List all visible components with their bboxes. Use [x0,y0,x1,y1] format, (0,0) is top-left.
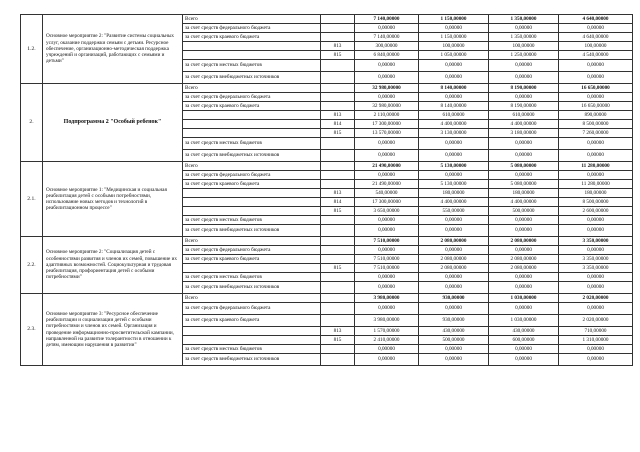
amount-cell: 0,00000 [489,24,559,33]
amount-cell: 1 310,00000 [559,336,633,345]
budget-code [321,225,355,237]
budget-document [20,14,632,366]
funding-source: за счет средств краевого бюджета [183,180,321,189]
amount-cell: 0,00000 [559,24,633,33]
table-row [21,15,633,24]
funding-source: за счет средств краевого бюджета [183,255,321,264]
amount-cell: 0,00000 [419,171,489,180]
funding-source: за счет средств краевого бюджета [183,102,321,111]
funding-source: за счет средств краевого бюджета [183,33,321,42]
budget-code [321,24,355,33]
funding-source: Всего [183,84,321,93]
amount-cell: 430,00000 [489,327,559,336]
amount-cell: 0,00000 [419,246,489,255]
amount-cell: 0,00000 [489,138,559,150]
amount-cell: 0,00000 [559,93,633,102]
amount-cell: 0,00000 [489,246,559,255]
amount-cell: 2 080,00000 [489,264,559,273]
amount-cell: 5 080,00000 [489,162,559,171]
amount-cell: 0,00000 [489,216,559,225]
amount-cell: 3 350,00000 [559,264,633,273]
budget-code [321,237,355,246]
budget-code [321,72,355,84]
amount-cell: 7 260,00000 [559,129,633,138]
funding-source: за счет средств местных бюджетов [183,216,321,225]
amount-cell: 8 190,00000 [489,102,559,111]
budget-code: 813 [321,42,355,51]
amount-cell: 4 400,00000 [489,120,559,129]
amount-cell: 4 640,00000 [559,33,633,42]
funding-source: за счет средств федерального бюджета [183,24,321,33]
amount-cell: 1 570,00000 [355,327,419,336]
amount-cell: 4 540,00000 [559,51,633,60]
amount-cell: 3 130,00000 [419,129,489,138]
amount-cell: 0,00000 [419,150,489,162]
budget-code [321,171,355,180]
amount-cell: 0,00000 [489,171,559,180]
amount-cell: 100,00000 [419,42,489,51]
budget-code: 815 [321,207,355,216]
budget-code [321,345,355,354]
funding-source [183,207,321,216]
amount-cell: 0,00000 [559,225,633,237]
section-title: Основное мероприятие 3: "Ресурсное обеспечение реабилитации и социализации детей с особыми потребностями и членов их семей. Организация и проведение информационно-просветительской кампании, направленной на развитие толерантности в отношении к детям, имеющим нарушения в развитии" [43,294,183,366]
amount-cell: 180,00000 [489,189,559,198]
amount-cell: 1 050,00000 [419,51,489,60]
amount-cell: 0,00000 [489,93,559,102]
budget-code [321,84,355,93]
amount-cell: 430,00000 [419,327,489,336]
budget-code [321,102,355,111]
amount-cell: 0,00000 [419,60,489,72]
amount-cell: 2 080,00000 [419,255,489,264]
amount-cell: 0,00000 [419,354,489,366]
amount-cell: 0,00000 [419,216,489,225]
section-title: Подпрограмма 2 "Особый ребенок" [43,84,183,162]
amount-cell: 32 980,00000 [355,102,419,111]
amount-cell: 0,00000 [355,138,419,150]
amount-cell: 3 350,00000 [559,255,633,264]
amount-cell: 3 980,00000 [355,294,419,303]
amount-cell: 4 640,00000 [559,15,633,24]
amount-cell: 2 080,00000 [419,237,489,246]
amount-cell: 8 500,00000 [559,198,633,207]
amount-cell: 2 600,00000 [559,207,633,216]
amount-cell: 17 300,00000 [355,120,419,129]
funding-source: Всего [183,237,321,246]
budget-code: 815 [321,264,355,273]
budget-code [321,180,355,189]
amount-cell: 0,00000 [489,303,559,315]
amount-cell: 5 130,00000 [419,180,489,189]
budget-code [321,162,355,171]
funding-source [183,51,321,60]
budget-code [321,15,355,24]
budget-code: 815 [321,336,355,345]
amount-cell: 0,00000 [559,246,633,255]
amount-cell: 3 650,00000 [355,207,419,216]
amount-cell: 0,00000 [489,72,559,84]
amount-cell: 930,00000 [419,294,489,303]
budget-code: 813 [321,327,355,336]
funding-source [183,189,321,198]
amount-cell: 16 650,00000 [559,102,633,111]
funding-source [183,327,321,336]
amount-cell: 3 350,00000 [559,237,633,246]
amount-cell: 1 030,00000 [489,315,559,327]
section-index: 1.2. [21,15,43,84]
amount-cell: 5 130,00000 [419,162,489,171]
amount-cell: 0,00000 [559,282,633,294]
amount-cell: 0,00000 [559,345,633,354]
amount-cell: 2 080,00000 [419,264,489,273]
amount-cell: 2 080,00000 [489,255,559,264]
budget-code [321,150,355,162]
amount-cell: 0,00000 [559,216,633,225]
amount-cell: 8 190,00000 [489,84,559,93]
budget-code [321,138,355,150]
amount-cell: 100,00000 [559,42,633,51]
funding-source [183,264,321,273]
funding-source: за счет средств внебюджетных источников [183,282,321,294]
funding-source: за счет средств местных бюджетов [183,138,321,150]
funding-source: за счет средств федерального бюджета [183,171,321,180]
amount-cell: 13 570,00000 [355,129,419,138]
funding-source: за счет средств федерального бюджета [183,93,321,102]
funding-source: за счет средств федерального бюджета [183,303,321,315]
funding-source: за счет средств местных бюджетов [183,345,321,354]
amount-cell: 2 020,00000 [559,315,633,327]
amount-cell: 0,00000 [489,273,559,282]
amount-cell: 1 150,00000 [419,15,489,24]
amount-cell: 610,00000 [489,111,559,120]
amount-cell: 7 510,00000 [355,255,419,264]
table-row [21,162,633,171]
amount-cell: 16 650,00000 [559,84,633,93]
budget-code [321,216,355,225]
funding-source: за счет средств местных бюджетов [183,60,321,72]
budget-code [321,273,355,282]
section-index: 2. [21,84,43,162]
amount-cell: 32 980,00000 [355,84,419,93]
amount-cell: 1 250,00000 [489,51,559,60]
amount-cell: 21 490,00000 [355,162,419,171]
amount-cell: 4 400,00000 [419,120,489,129]
table-row [21,237,633,246]
budget-code [321,315,355,327]
amount-cell: 0,00000 [489,345,559,354]
amount-cell: 0,00000 [355,354,419,366]
amount-cell: 0,00000 [355,282,419,294]
funding-source: за счет средств внебюджетных источников [183,150,321,162]
budget-code [321,282,355,294]
amount-cell: 11 280,00000 [559,162,633,171]
amount-cell: 0,00000 [489,60,559,72]
amount-cell: 100,00000 [489,42,559,51]
funding-source: за счет средств внебюджетных источников [183,225,321,237]
section-index: 2.1. [21,162,43,237]
amount-cell: 0,00000 [355,345,419,354]
amount-cell: 0,00000 [355,150,419,162]
section-title: Основное мероприятие 2: "Социализация детей с особенностями развития и членов их семей, повышение их адаптивных возможностей. Социокультурная и трудовая реабилитация, профориентация детей с особыми потребностями" [43,237,183,294]
amount-cell: 1 350,00000 [489,15,559,24]
amount-cell: 0,00000 [419,303,489,315]
funding-source [183,111,321,120]
amount-cell: 8 140,00000 [419,84,489,93]
funding-source [183,120,321,129]
amount-cell: 0,00000 [355,93,419,102]
amount-cell: 7 510,00000 [355,237,419,246]
funding-source: за счет средств федерального бюджета [183,246,321,255]
amount-cell: 0,00000 [489,282,559,294]
amount-cell: 8 500,00000 [559,120,633,129]
amount-cell: 550,00000 [419,207,489,216]
amount-cell: 21 490,00000 [355,180,419,189]
funding-source [183,198,321,207]
amount-cell: 3 980,00000 [355,315,419,327]
amount-cell: 0,00000 [419,273,489,282]
funding-source [183,336,321,345]
amount-cell: 0,00000 [355,72,419,84]
amount-cell: 180,00000 [419,189,489,198]
section-title: Основное мероприятие 1: "Медицинская и социальная реабилитация детей с особыми потребностями, использование новых методов и технологий в реабилитационном процессе" [43,162,183,237]
amount-cell: 7 140,00000 [355,33,419,42]
amount-cell: 300,00000 [355,42,419,51]
amount-cell: 0,00000 [489,354,559,366]
amount-cell: 0,00000 [419,24,489,33]
amount-cell: 8 140,00000 [419,102,489,111]
amount-cell: 4 400,00000 [489,198,559,207]
amount-cell: 180,00000 [559,189,633,198]
budget-code [321,303,355,315]
amount-cell: 2 410,00000 [355,336,419,345]
amount-cell: 600,00000 [489,336,559,345]
amount-cell: 500,00000 [489,207,559,216]
amount-cell: 540,00000 [355,189,419,198]
amount-cell: 0,00000 [489,150,559,162]
budget-code: 815 [321,129,355,138]
amount-cell: 0,00000 [419,225,489,237]
amount-cell: 0,00000 [559,150,633,162]
table-row [21,84,633,93]
budget-code: 813 [321,111,355,120]
budget-code [321,33,355,42]
budget-code [321,354,355,366]
amount-cell: 0,00000 [355,216,419,225]
amount-cell: 4 400,00000 [419,198,489,207]
amount-cell: 0,00000 [355,171,419,180]
amount-cell: 7 510,00000 [355,264,419,273]
budget-code: 814 [321,120,355,129]
amount-cell: 710,00000 [559,327,633,336]
amount-cell: 0,00000 [419,72,489,84]
amount-cell: 0,00000 [419,345,489,354]
budget-code [321,255,355,264]
amount-cell: 0,00000 [355,60,419,72]
amount-cell: 0,00000 [559,303,633,315]
funding-source: Всего [183,162,321,171]
section-title: Основное мероприятие 2: "Развитие системы социальных услуг, оказание поддержки семьям с детьми. Ресурсное обеспечение, организационно-методическая поддержка учреждений и организаций, работающих с семьями и детьми" [43,15,183,84]
amount-cell: 2 110,00000 [355,111,419,120]
amount-cell: 0,00000 [355,246,419,255]
amount-cell: 6 840,00000 [355,51,419,60]
amount-cell: 500,00000 [419,336,489,345]
budget-code [321,294,355,303]
amount-cell: 7 140,00000 [355,15,419,24]
budget-code: 815 [321,51,355,60]
section-index: 2.3. [21,294,43,366]
amount-cell: 0,00000 [419,282,489,294]
section-index: 2.2. [21,237,43,294]
amount-cell: 0,00000 [355,225,419,237]
funding-source: за счет средств краевого бюджета [183,315,321,327]
amount-cell: 11 280,00000 [559,180,633,189]
amount-cell: 1 030,00000 [489,294,559,303]
budget-code: 814 [321,198,355,207]
amount-cell: 2 080,00000 [489,237,559,246]
amount-cell: 0,00000 [489,225,559,237]
table-row [21,294,633,303]
amount-cell: 0,00000 [355,273,419,282]
amount-cell: 1 350,00000 [489,33,559,42]
amount-cell: 610,00000 [419,111,489,120]
amount-cell: 0,00000 [559,72,633,84]
amount-cell: 0,00000 [559,60,633,72]
budget-table [20,14,633,366]
budget-code [321,246,355,255]
funding-source: за счет средств местных бюджетов [183,273,321,282]
amount-cell: 1 150,00000 [419,33,489,42]
amount-cell: 2 020,00000 [559,294,633,303]
funding-source: Всего [183,15,321,24]
amount-cell: 0,00000 [355,303,419,315]
amount-cell: 0,00000 [355,24,419,33]
budget-code [321,93,355,102]
budget-code [321,60,355,72]
amount-cell: 0,00000 [419,138,489,150]
funding-source: за счет средств внебюджетных источников [183,354,321,366]
amount-cell: 930,00000 [419,315,489,327]
amount-cell: 5 080,00000 [489,180,559,189]
amount-cell: 0,00000 [559,273,633,282]
amount-cell: 0,00000 [559,171,633,180]
funding-source: за счет средств внебюджетных источников [183,72,321,84]
amount-cell: 0,00000 [419,93,489,102]
amount-cell: 890,00000 [559,111,633,120]
amount-cell: 3 180,00000 [489,129,559,138]
funding-source: Всего [183,294,321,303]
budget-table-body [21,15,633,366]
amount-cell: 0,00000 [559,354,633,366]
amount-cell: 17 300,00000 [355,198,419,207]
budget-code: 813 [321,189,355,198]
amount-cell: 0,00000 [559,138,633,150]
funding-source [183,129,321,138]
funding-source [183,42,321,51]
